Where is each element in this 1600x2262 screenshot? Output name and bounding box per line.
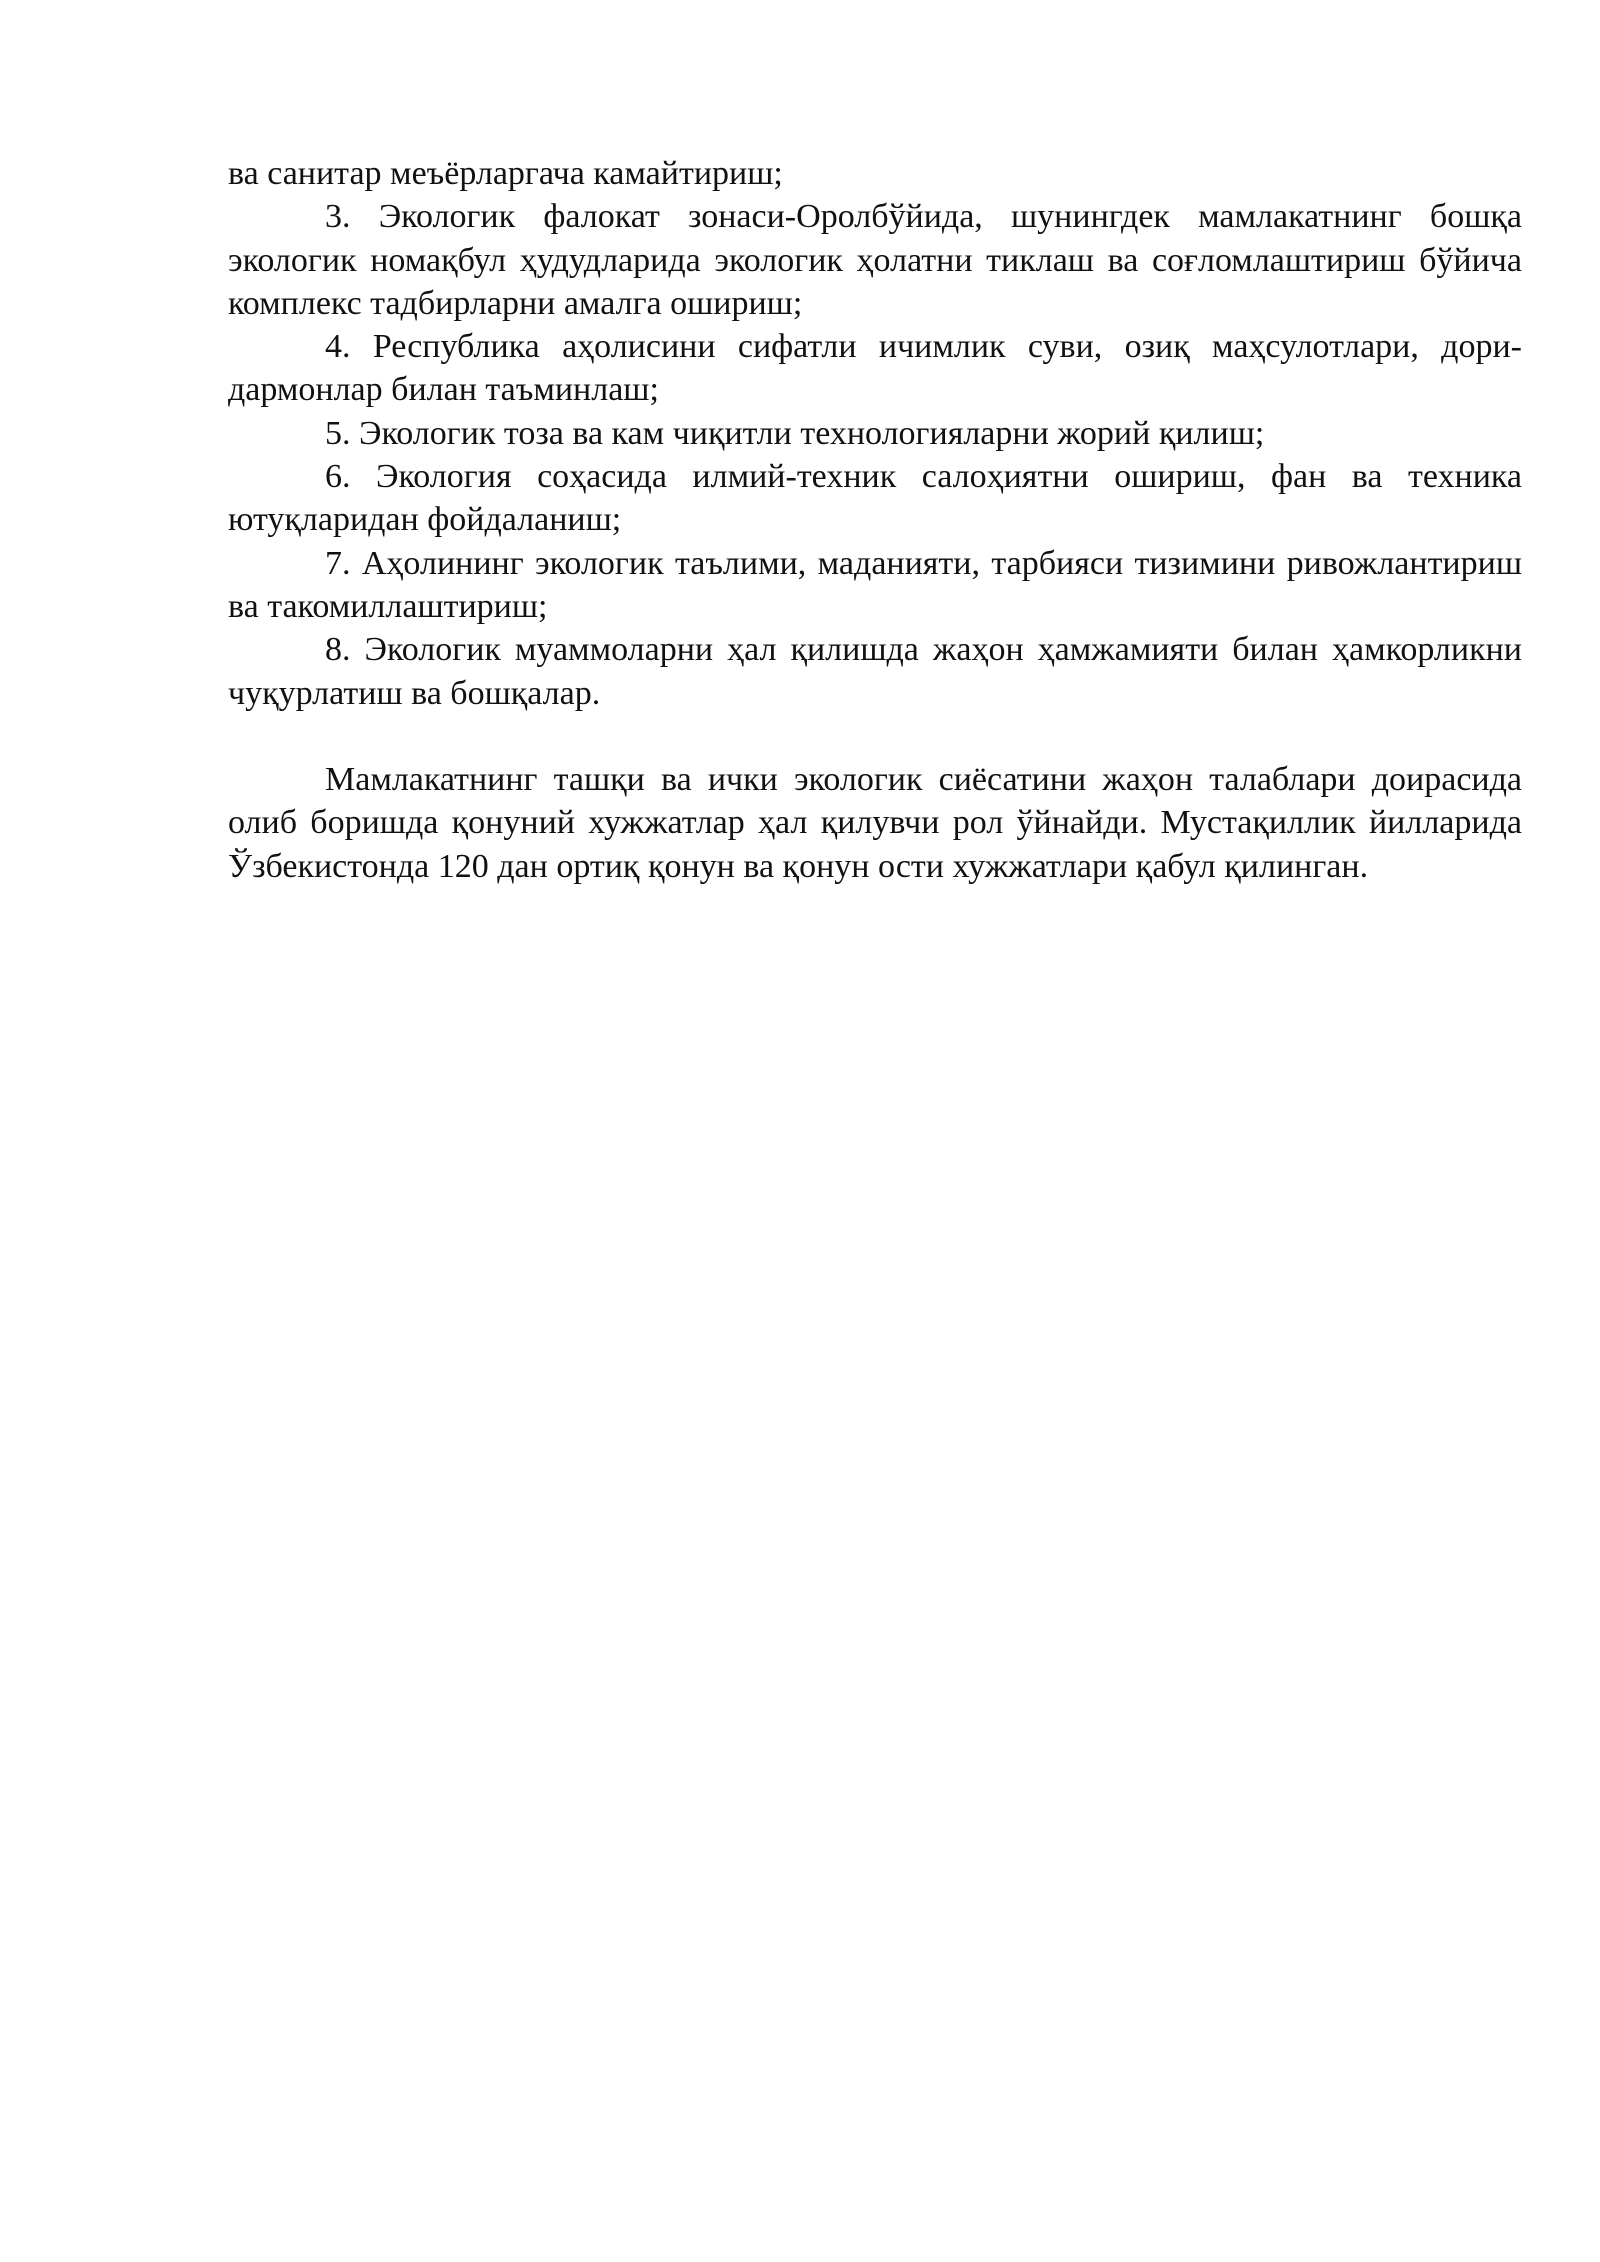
list-item-5: 5. Экологик тоза ва кам чиқитли технологияларни жорий қилиш;	[325, 414, 1265, 452]
paragraph-continuation: ва санитар меъёрларгача камайтириш;	[228, 155, 783, 192]
paragraph-spacer	[228, 715, 1522, 758]
list-item-3: 3. Экологик фалокат зонаси-Оролбўйида, шунингдек мамлакатнинг бошқа экологик номақбул ҳудудларида экологик ҳолатни тиклаш ва соғломлаштириш бўйича комплекс тадбирларни амалга ошириш;	[228, 198, 1522, 322]
list-item-4: 4. Республика аҳолисини сифатли ичимлик суви, озиқ маҳсулотлари, дори-дармонлар билан таъминлаш;	[228, 328, 1522, 409]
document-body	[228, 152, 1522, 888]
list-item-7: 7. Аҳолининг экологик таълими, маданияти, тарбияси тизимини ривожлантириш ва такомиллаштириш;	[228, 544, 1522, 625]
list-item-6: 6. Экология соҳасида илмий-техник салоҳиятни ошириш, фан ва техника ютуқларидан фойдаланиш;	[228, 458, 1522, 539]
list-item-8: 8. Экологик муаммоларни ҳал қилишда жаҳон ҳамжамияти билан ҳамкорликни чуқурлатиш ва бошқалар.	[228, 631, 1522, 712]
paragraph-policy: Мамлакатнинг ташқи ва ички экологик сиёсатини жаҳон талаблари доирасида олиб боришда қонуний хужжатлар ҳал қилувчи рол ўйнайди. Мустақиллик йилларида Ўзбекистонда 120 дан ортиқ қонун ва қонун ости хужжатлари қабул қилинган.	[228, 761, 1522, 885]
